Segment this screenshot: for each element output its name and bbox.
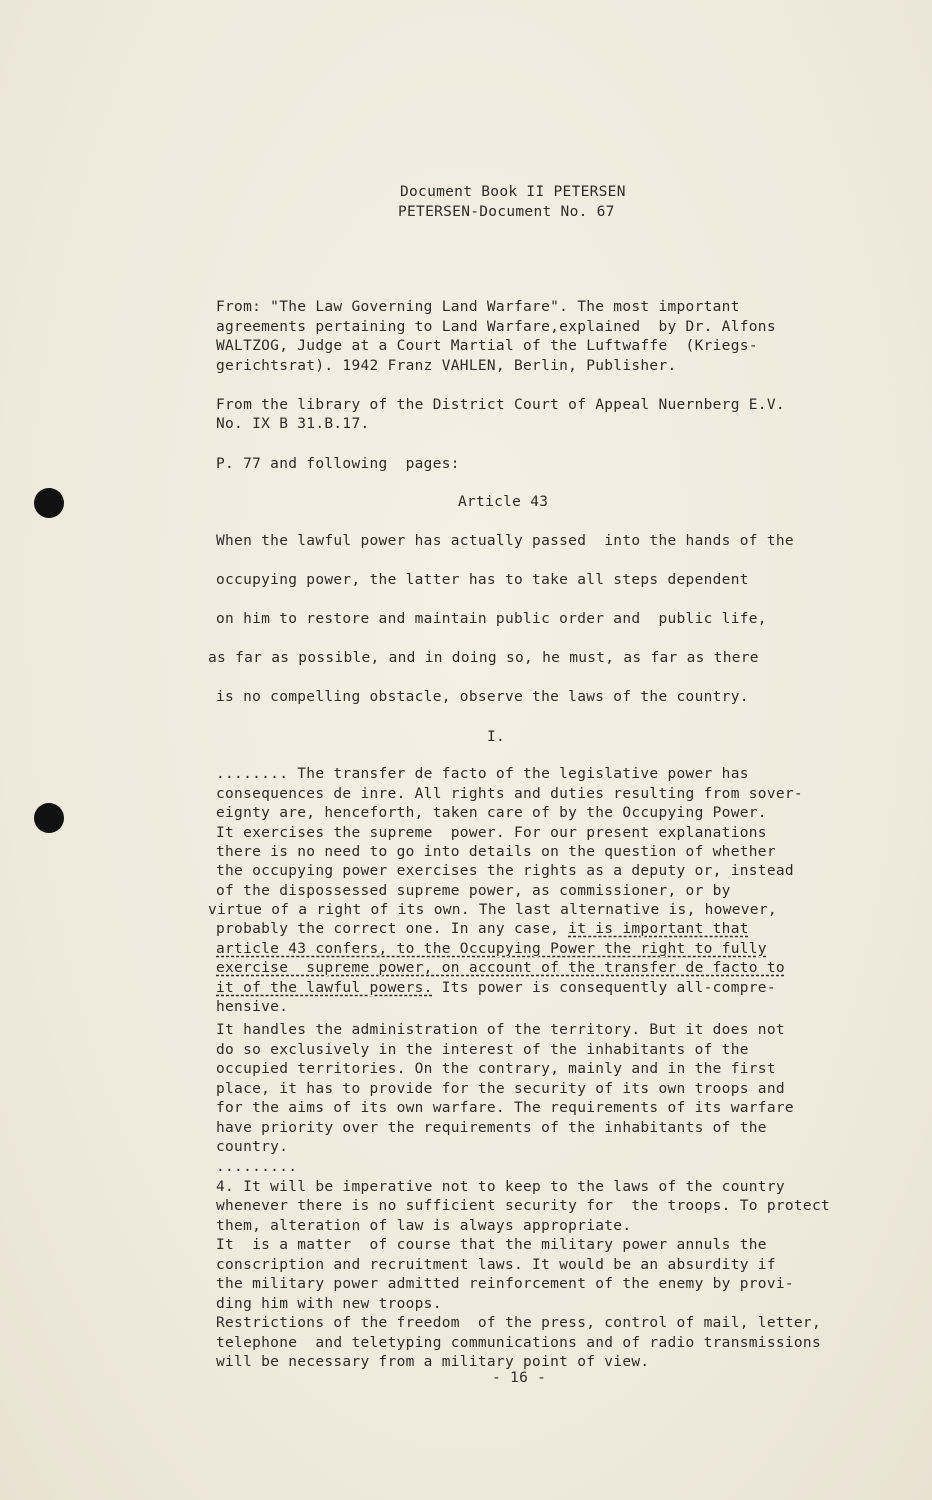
library-line: No. IX B 31.B.17. <box>216 416 370 432</box>
body-line: conscription and recruitment laws. It would be an absurdity if <box>216 1257 776 1273</box>
body-line: occupied territories. On the contrary, mainly and in the first <box>216 1061 776 1077</box>
article-line: When the lawful power has actually passed into the hands of the <box>216 533 794 549</box>
body-line-with-underline <box>216 920 749 939</box>
underlined-line: exercise supreme power, on account of the transfer de facto to <box>216 960 785 976</box>
underlined-text: it is important that <box>568 921 749 937</box>
body-line: for the aims of its own warfare. The requirements of its warfare <box>216 1100 794 1116</box>
document-number-heading: PETERSEN-Document No. 67 <box>398 204 615 220</box>
body-line: place, it has to provide for the security of its own troops and <box>216 1081 785 1097</box>
article-line: occupying power, the latter has to take all steps dependent <box>216 572 749 588</box>
punch-hole-bottom <box>34 803 64 833</box>
source-line: WALTZOG, Judge at a Court Martial of the Luftwaffe (Kriegs- <box>216 338 758 354</box>
body-line: the military power admitted reinforcement of the enemy by provi- <box>216 1276 794 1292</box>
punch-hole-top <box>34 488 64 518</box>
article-line: is no compelling obstacle, observe the laws of the country. <box>216 689 749 705</box>
body-line: country. <box>216 1139 289 1155</box>
body-line: Restrictions of the freedom of the press, control of mail, letter, <box>216 1315 821 1331</box>
library-line: From the library of the District Court of Appeal Nuernberg E.V. <box>216 397 785 413</box>
source-line: gerichtsrat). 1942 Franz VAHLEN, Berlin, Publisher. <box>216 358 677 374</box>
body-line: have priority over the requirements of the inhabitants of the <box>216 1120 767 1136</box>
body-line: whenever there is no sufficient security for the troops. To protect <box>216 1198 831 1214</box>
body-line: It handles the administration of the territory. But it does not <box>216 1022 785 1038</box>
body-line: ding him with new troops. <box>216 1296 442 1312</box>
body-line: the occupying power exercises the rights as a deputy or, instead <box>216 863 794 879</box>
source-line: From: "The Law Governing Land Warfare". The most important <box>216 299 740 315</box>
body-line: hensive. <box>216 999 289 1015</box>
page-number: - 16 - <box>492 1370 547 1386</box>
underlined-text: it of the lawful powers. <box>216 980 433 996</box>
body-text: probably the correct one. In any case, <box>216 921 569 937</box>
source-line: agreements pertaining to Land Warfare,explained by Dr. Alfons <box>216 319 776 335</box>
body-line: will be necessary from a military point of view. <box>216 1354 650 1370</box>
underlined-line: article 43 confers, to the Occupying Power the right to fully <box>216 941 767 957</box>
body-line: them, alteration of law is always appropriate. <box>216 1218 632 1234</box>
body-line: eignty are, henceforth, taken care of by the Occupying Power. <box>216 805 767 821</box>
body-line: there is no need to go into details on the question of whether <box>216 844 776 860</box>
body-line: virtue of a right of its own. The last alternative is, however, <box>208 902 777 918</box>
body-line: do so exclusively in the interest of the inhabitants of the <box>216 1042 749 1058</box>
body-text: Its power is consequently all-compre- <box>432 980 776 996</box>
article-title: Article 43 <box>458 494 549 510</box>
body-line: ........ The transfer de facto of the legislative power has <box>216 766 749 782</box>
section-numeral: I. <box>487 729 506 745</box>
pages-reference: P. 77 and following pages: <box>216 456 460 472</box>
document-book-heading: Document Book II PETERSEN <box>400 184 626 200</box>
article-line: on him to restore and maintain public order and public life, <box>216 611 767 627</box>
body-line: consequences de inre. All rights and duties resulting from sover- <box>216 786 803 802</box>
body-line: It is a matter of course that the military power annuls the <box>216 1237 767 1253</box>
body-line: 4. It will be imperative not to keep to the laws of the country <box>216 1179 785 1195</box>
ellipsis-line: ......... <box>216 1159 298 1175</box>
body-line: It exercises the supreme power. For our present explanations <box>216 825 767 841</box>
body-line: of the dispossessed supreme power, as commissioner, or by <box>216 883 731 899</box>
article-line: as far as possible, and in doing so, he must, as far as there <box>208 650 759 666</box>
body-line-with-underline <box>216 979 776 998</box>
body-line: telephone and teletyping communications and of radio transmissions <box>216 1335 821 1351</box>
